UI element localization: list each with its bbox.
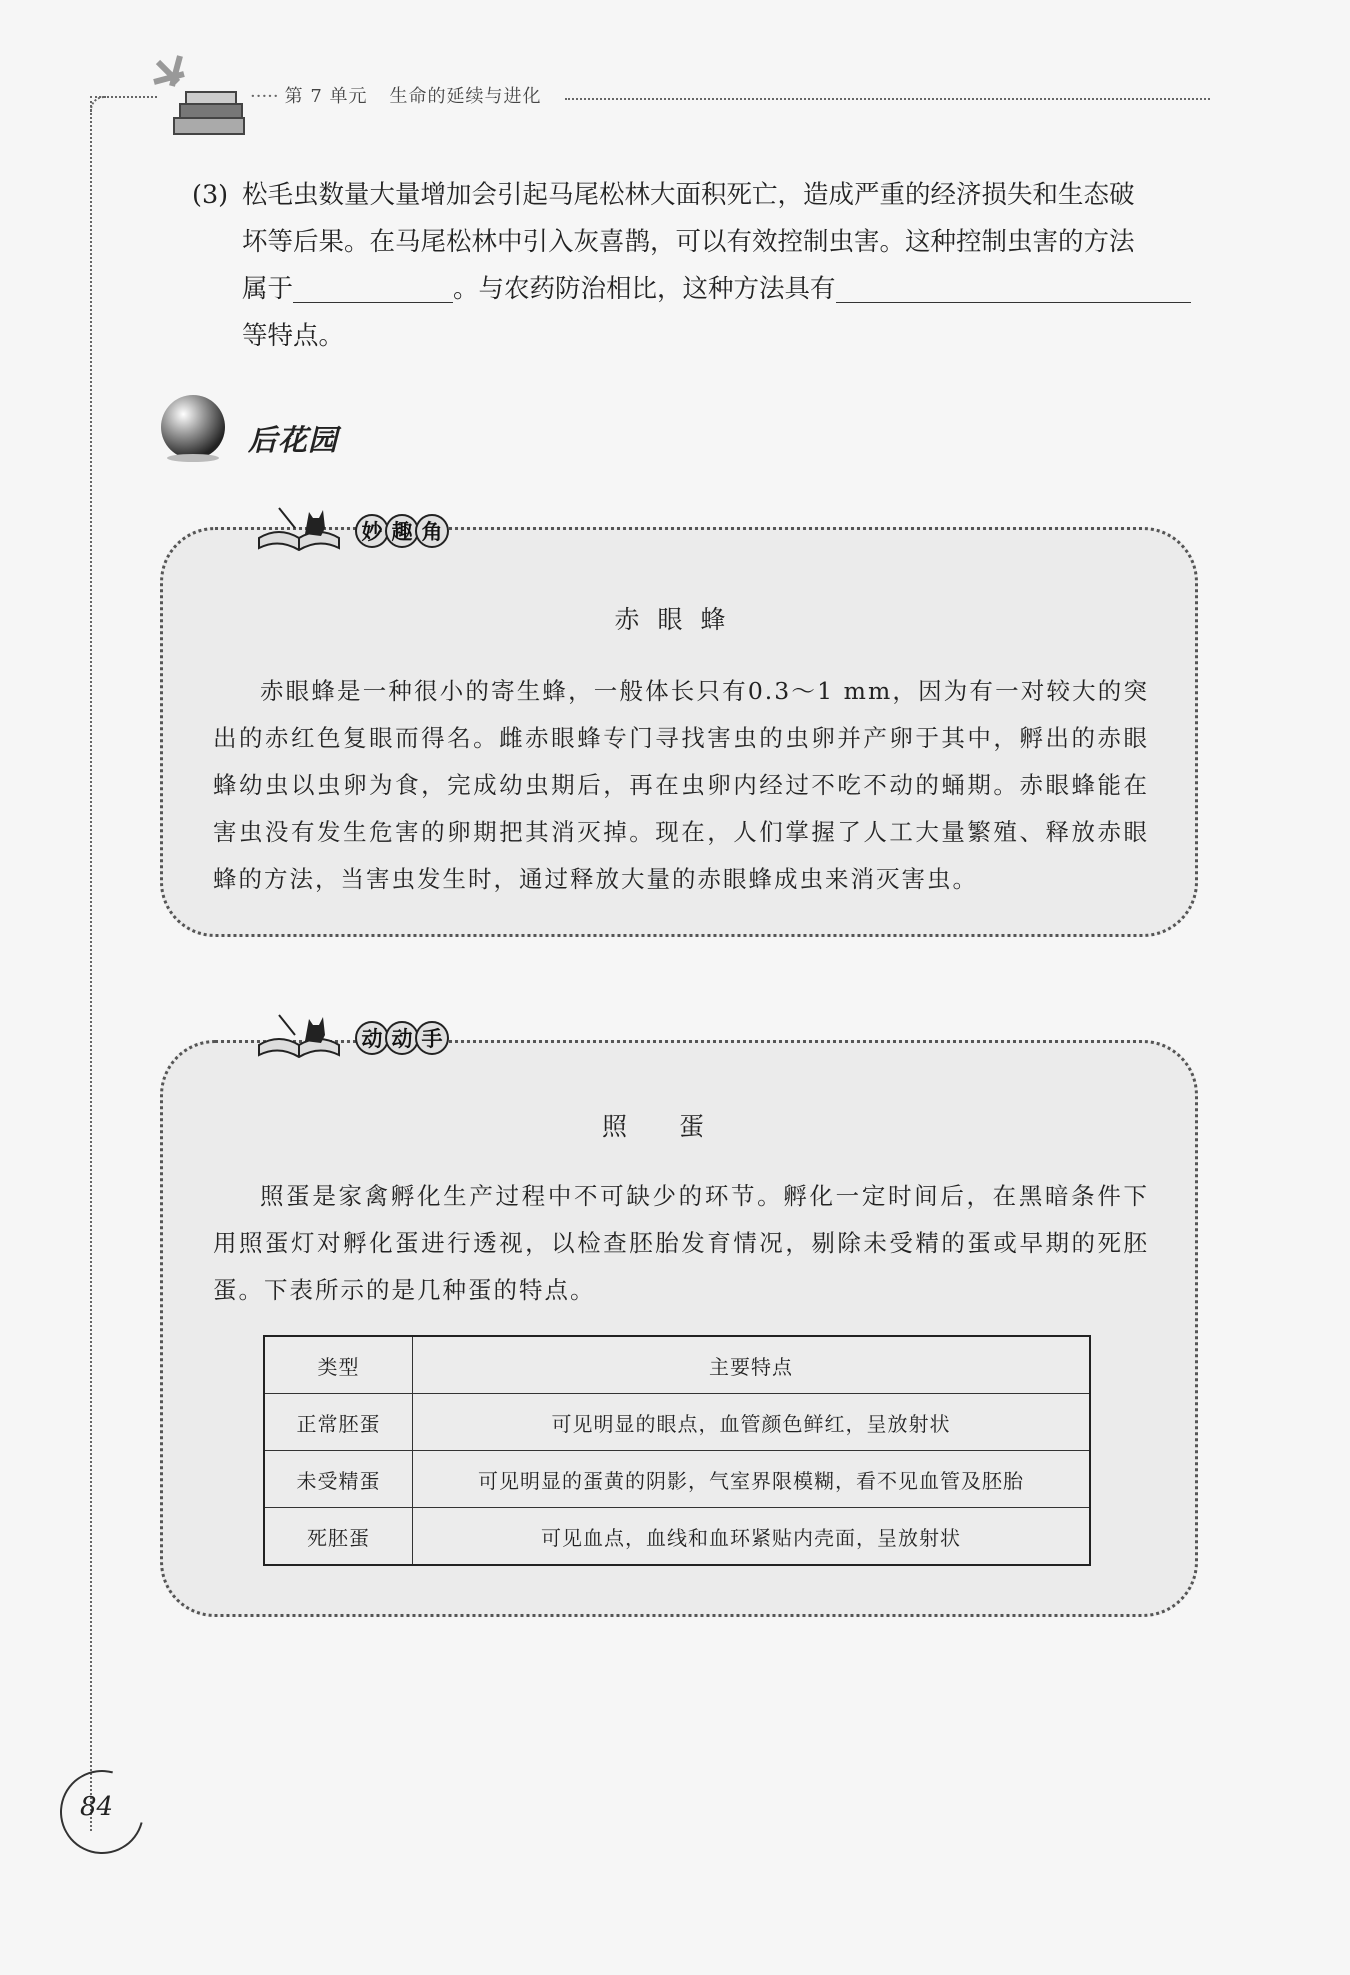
egg-types-table — [263, 1335, 1091, 1566]
table-row — [264, 1394, 1090, 1451]
table-header-row — [264, 1336, 1090, 1394]
open-book-cat-icon — [255, 1005, 345, 1067]
box-title: 照蛋 — [601, 1112, 756, 1141]
table-cell: 可见明显的眼点，血管颜色鲜红，呈放射状 — [413, 1394, 1091, 1451]
tag-char: 动 — [385, 1021, 419, 1055]
tag-char: 趣 — [385, 514, 419, 548]
table-row — [264, 1451, 1090, 1508]
header-unit: 第 7 单元 — [284, 86, 368, 107]
table-cell: 正常胚蛋 — [264, 1394, 413, 1451]
box-paragraph: 照蛋是家禽孵化生产过程中不可缺少的环节。孵化一定时间后，在黑暗条件下用照蛋灯对孵化蛋进行透视，以检查胚胎发育情况，剔除未受精的蛋或早期的死胚蛋。下表所示的是几种蛋的特点。 — [213, 1182, 1149, 1304]
question-3 — [192, 172, 1212, 360]
question-line-3: 属于 。与农药防治相比，这种方法具有 — [192, 266, 1212, 313]
question-line-4: 等特点。 — [242, 321, 345, 351]
header-rule-left — [95, 96, 157, 98]
fun-corner-box — [160, 527, 1198, 937]
header-rule-right — [565, 98, 1210, 100]
box-paragraph: 赤眼蜂是一种很小的寄生蜂，一般体长只有0.3～1 mm，因为有一对较大的突出的赤红色复眼而得名。雌赤眼蜂专门寻找害虫的虫卵并产卵于其中，孵出的赤眼蜂幼虫以虫卵为食，完成幼虫期后，再在虫卵内经过不吃不动的蛹期。赤眼蜂能在害虫没有发生危害的卵期把其消灭掉。现在，人们掌握了人工大量繁殖、释放赤眼蜂的方法，当害虫发生时，通过释放大量的赤眼蜂成虫来消灭害虫。 — [213, 677, 1149, 893]
open-book-cat-icon — [255, 498, 345, 560]
page-border-left — [90, 96, 92, 1831]
tag-char: 动 — [355, 1021, 389, 1055]
table-header-cell: 主要特点 — [413, 1336, 1091, 1394]
box-title: 赤眼蜂 — [614, 605, 744, 634]
answer-blank-2[interactable] — [836, 272, 1191, 303]
table-cell: 未受精蛋 — [264, 1451, 413, 1508]
running-header: ····· 第 7 单元 生命的延续与进化 — [250, 86, 542, 107]
table-row — [264, 1508, 1090, 1566]
header-title: 生命的延续与进化 — [389, 86, 542, 107]
table-cell: 死胚蛋 — [264, 1508, 413, 1566]
table-header-cell: 类型 — [264, 1336, 413, 1394]
question-number: (3) — [192, 180, 229, 210]
tag-char: 手 — [415, 1021, 449, 1055]
hands-on-box — [160, 1040, 1198, 1617]
page-border-corner — [90, 96, 106, 112]
table-cell: 可见明显的蛋黄的阴影，气室界限模糊，看不见血管及胚胎 — [413, 1451, 1091, 1508]
question-line-1: 松毛虫数量大量增加会引起马尾松林大面积死亡，造成严重的经济损失和生态破 — [242, 180, 1135, 210]
tag-char: 妙 — [355, 514, 389, 548]
sphere-icon — [158, 392, 228, 462]
tag-char: 角 — [415, 514, 449, 548]
table-cell: 可见血点，血线和血环紧贴内壳面，呈放射状 — [413, 1508, 1091, 1566]
book-stack-icon — [150, 52, 250, 142]
question-line-2: 坏等后果。在马尾松林中引入灰喜鹊，可以有效控制虫害。这种控制虫害的方法 — [242, 227, 1135, 257]
answer-blank-1[interactable] — [293, 272, 453, 303]
page-number: 84 — [80, 1792, 114, 1822]
section-title: 后花园 — [248, 423, 339, 457]
